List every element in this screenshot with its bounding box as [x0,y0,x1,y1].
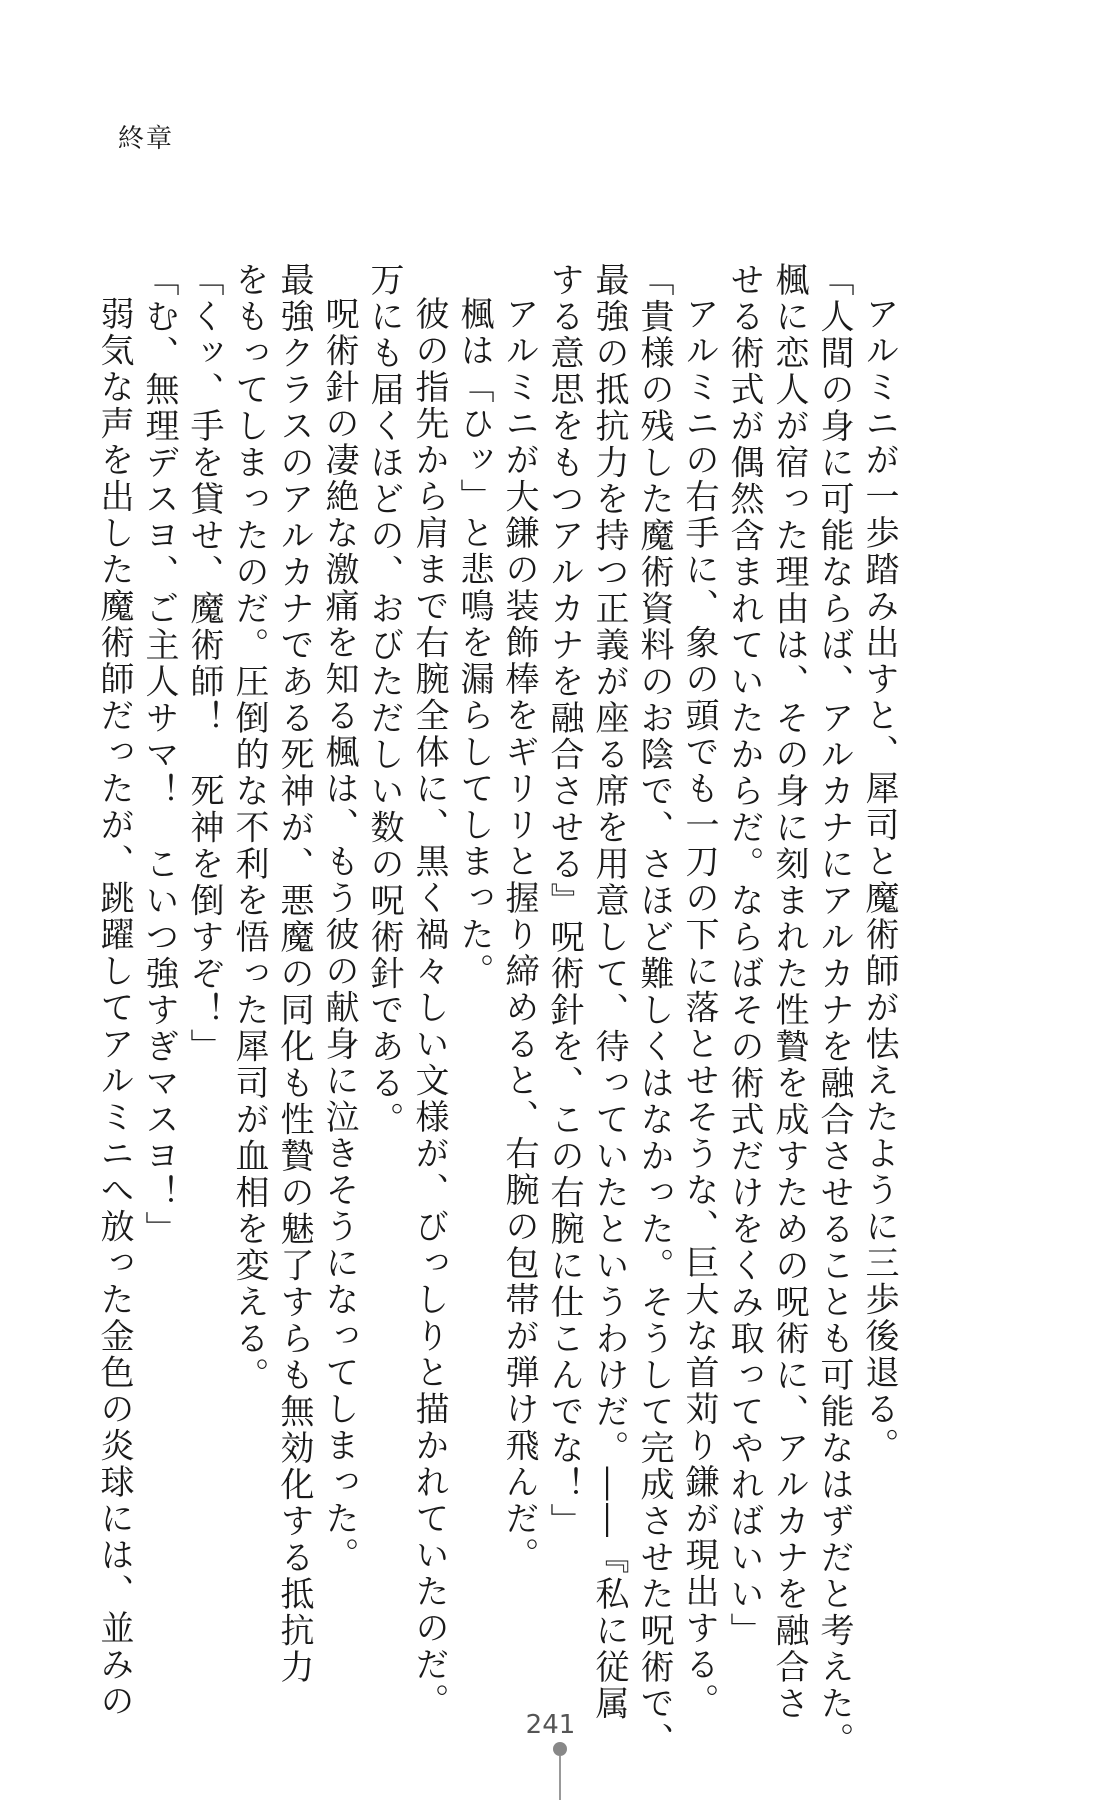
page-number: 241 [525,1710,576,1740]
text-line: 「人間の身に可能ならば、アルカナにアルカナを融合させることも可能なはずだと考えた。 [814,262,854,1759]
page-marker-dot [553,1742,567,1756]
text-line: 弱気な声を出した魔術師だったが、跳躍してアルミニへ放った金色の炎球には、並みの [94,296,134,1720]
text-line: 呪術針の凄絶な激痛を知る楓は、もう彼の献身に泣きそうになってしまった。 [319,296,359,1574]
page-marker-line [559,1756,561,1800]
text-line: アルミニの右手に、象の頭でも一刀の下に落とせそうな、巨大な首苅り鎌が現出する。 [679,296,719,1720]
text-line: 楓に恋人が宿った理由は、その身に刻まれた性贄を成すための呪術に、アルカナを融合さ [769,262,809,1722]
text-line: 「貴様の残した魔術資料のお陰で、さほど難しくはなかった。そうして完成させた呪術で、 [634,262,674,1759]
text-line: せる術式が偶然含まれていたからだ。ならばその術式だけをくみ取ってやればいい」 [724,262,764,1649]
chapter-heading: 終章 [118,124,175,154]
text-line: 楓は「ひッ」と悲鳴を漏らしてしまった。 [454,296,494,990]
text-line: アルミニが一歩踏み出すと、犀司と魔術師が怯えたように三歩後退る。 [859,296,899,1464]
text-line: 「くッ、手を貸せ、魔術師！ 死神を倒すぞ！」 [184,262,224,1065]
text-line: 最強クラスのアルカナである死神が、悪魔の同化も性贄の魅了すらも無効化する抵抗力 [274,262,314,1686]
text-line: 「む、無理デスヨ、ご主人サマ！ こいつ強すぎマスヨ！」 [139,262,179,1248]
text-line: 最強の抵抗力を持つ正義が座る席を用意して、待っていたというわけだ。――『私に従属 [589,262,629,1722]
text-line: アルミニが大鎌の装飾棒をギリリと握り締めると、右腕の包帯が弾け飛んだ。 [499,296,539,1574]
text-line: 彼の指先から肩まで右腕全体に、黒く禍々しい文様が、びっしりと描かれていたのだ。 [409,296,449,1720]
text-line: する意思をもつアルカナを融合させる』呪術針を、この右腕に仕こんでな！」 [544,262,584,1540]
text-line: 万にも届くほどの、おびただしい数の呪術針である。 [364,262,404,1138]
text-line: をもってしまったのだ。圧倒的な不利を悟った犀司が血相を変える。 [229,262,269,1394]
